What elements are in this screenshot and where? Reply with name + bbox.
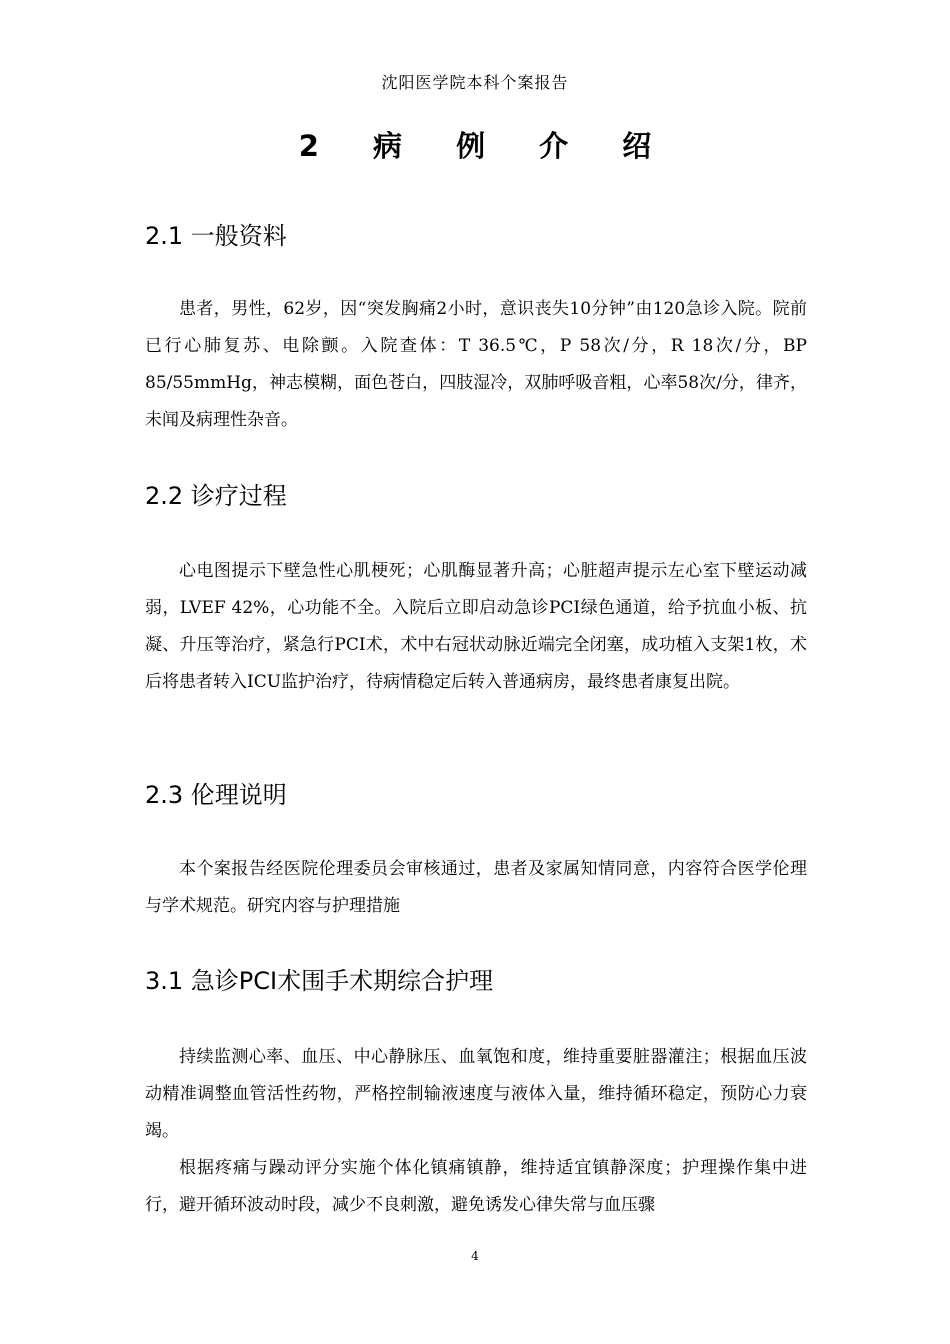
paragraph-general-info: 患者，男性，62岁，因“突发胸痛2小时，意识丧失10分钟”由120急诊入院。院前已行心肺复苏、电除颤。入院查体：T 36.5℃，P 58次/分，R 18次/分，BP 85/55mmHg，神志模糊，面色苍白，四肢湿冷，双肺呼吸音粗，心率58次/分，律齐，未闻及病理性杂音。 (145, 299, 807, 430)
running-header: 沈阳医学院本科个案报告 (381, 73, 569, 92)
paragraph-sedation-analgesia: 根据疼痛与躁动评分实施个体化镇痛镇静，维持适宜镇静深度；护理操作集中进行，避开循环波动时段，减少不良刺激，避免诱发心律失常与血压骤 (145, 1158, 807, 1215)
page-number: 4 (471, 1249, 479, 1263)
section-heading-2-1: 2.1 一般资料 (145, 222, 287, 250)
section-heading-2-2: 2.2 诊疗过程 (145, 482, 287, 510)
section-heading-3-1: 3.1 急诊PCI术围手术期综合护理 (145, 967, 494, 995)
paragraph-treatment-process: 心电图提示下壁急性心肌梗死；心肌酶显著升高；心脏超声提示左心室下壁运动减弱，LVEF 42%，心功能不全。入院后立即启动急诊PCI绿色通道，给予抗血小板、抗凝、升压等治疗，紧急行PCI术，术中右冠状动脉近端完全闭塞，成功植入支架1枚，术后将患者转入ICU监护治疗，待病情稳定后转入普通病房，最终患者康复出院。 (145, 561, 807, 692)
paragraph-hemodynamic-monitoring: 持续监测心率、血压、中心静脉压、血氧饱和度，维持重要脏器灌注；根据血压波动精准调整血管活性药物，严格控制输液速度与液体入量，维持循环稳定，预防心力衰竭。 (145, 1047, 807, 1141)
paragraph-ethics: 本个案报告经医院伦理委员会审核通过，患者及家属知情同意，内容符合医学伦理与学术规范。研究内容与护理措施 (145, 859, 807, 916)
chapter-title: 2 病 例 介 绍 (298, 129, 674, 163)
section-heading-2-3: 2.3 伦理说明 (145, 781, 287, 809)
